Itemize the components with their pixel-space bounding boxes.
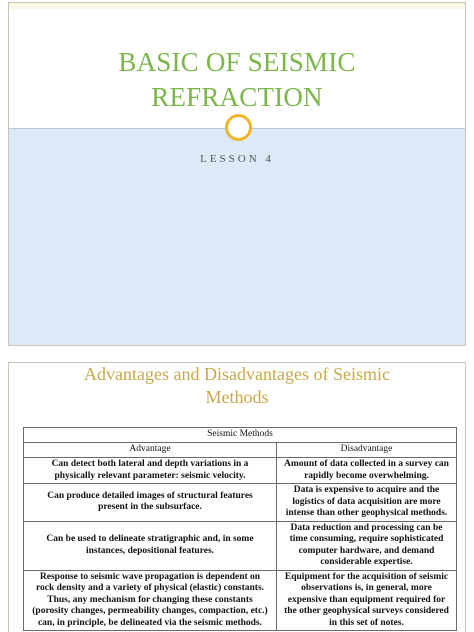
slide-top-bar [9,3,465,9]
table-row [24,521,457,570]
advantage-line: Thus, any mechanism for changing these constants [47,594,253,605]
title-slide [8,2,466,346]
advantage-line: physically relevant parameter: seismic velocity. [54,470,246,481]
disadvantage-cell [277,521,457,570]
table-row [24,484,457,522]
slide-title-line-2: REFRACTION [151,82,323,112]
disadvantage-line: expensive than equipment required for [287,594,446,605]
disadvantage-line: considerable expertise. [320,557,413,567]
disadvantage-line: Data is expensive to acquire and the [293,485,440,495]
disadvantage-line: time consuming, require sophisticated [289,534,444,544]
disadvantage-line: observations is, in general, more [301,583,432,593]
slide-title-line-1: BASIC OF SEISMIC [118,47,356,77]
disadvantage-line: the other geophysical surveys considered [284,606,449,616]
advantage-line: Can detect both lateral and depth variations in a [51,459,249,469]
disadvantage-line: Equipment for the acquisition of seismic [284,571,449,582]
disadvantage-line: rapidly become overwhelming. [304,470,429,481]
disadvantage-line: Amount of data collected in a survey can [284,459,449,469]
advantage-line: can, in principle, be delineated via the seismic methods. [37,617,263,628]
content-slide-title [9,363,465,409]
advantage-line: rock density and a variety of physical (elastic) constants. [35,583,265,593]
advantage-cell [24,570,277,631]
disadvantage-cell [277,484,457,522]
advantage-line: Can produce detailed images of structural features [47,490,253,501]
advantage-cell [24,521,277,570]
disadvantage-line: in this set of notes. [329,617,404,628]
advantage-cell [24,458,277,484]
advantage-cell [24,484,277,522]
lesson-subtitle: LESSON 4 [200,153,274,165]
ring-ornament-icon [225,114,252,141]
header-disadvantage: Disadvantage [277,443,457,458]
seismic-methods-table [23,427,457,631]
content-title-line-2: Methods [205,387,269,407]
content-slide [8,362,466,632]
slide-title [9,45,465,115]
disadvantage-cell [277,458,457,484]
disadvantage-line: logistics of data acquisition are more [292,496,441,507]
header-advantage: Advantage [24,443,277,458]
disadvantage-line: intense than other geophysical methods. [285,508,448,518]
advantage-line: present in the subsurface. [98,502,202,513]
advantage-line: Response to seismic wave propagation is dependent on [39,571,261,582]
table-caption: Seismic Methods [24,428,457,443]
table-body [24,458,457,631]
content-title-line-1: Advantages and Disadvantages of Seismic [84,364,390,384]
disadvantage-line: computer hardware, and demand [298,545,435,556]
disadvantage-line: Data reduction and processing can be [290,522,443,533]
advantage-line: (porosity changes, permeability changes, compaction, etc.) [32,606,268,616]
advantage-line: Can be used to delineate stratigraphic and, in some [46,534,254,544]
table-row [24,570,457,631]
disadvantage-cell [277,570,457,631]
table-row [24,458,457,484]
advantage-line: instances, depositional features. [85,545,215,556]
